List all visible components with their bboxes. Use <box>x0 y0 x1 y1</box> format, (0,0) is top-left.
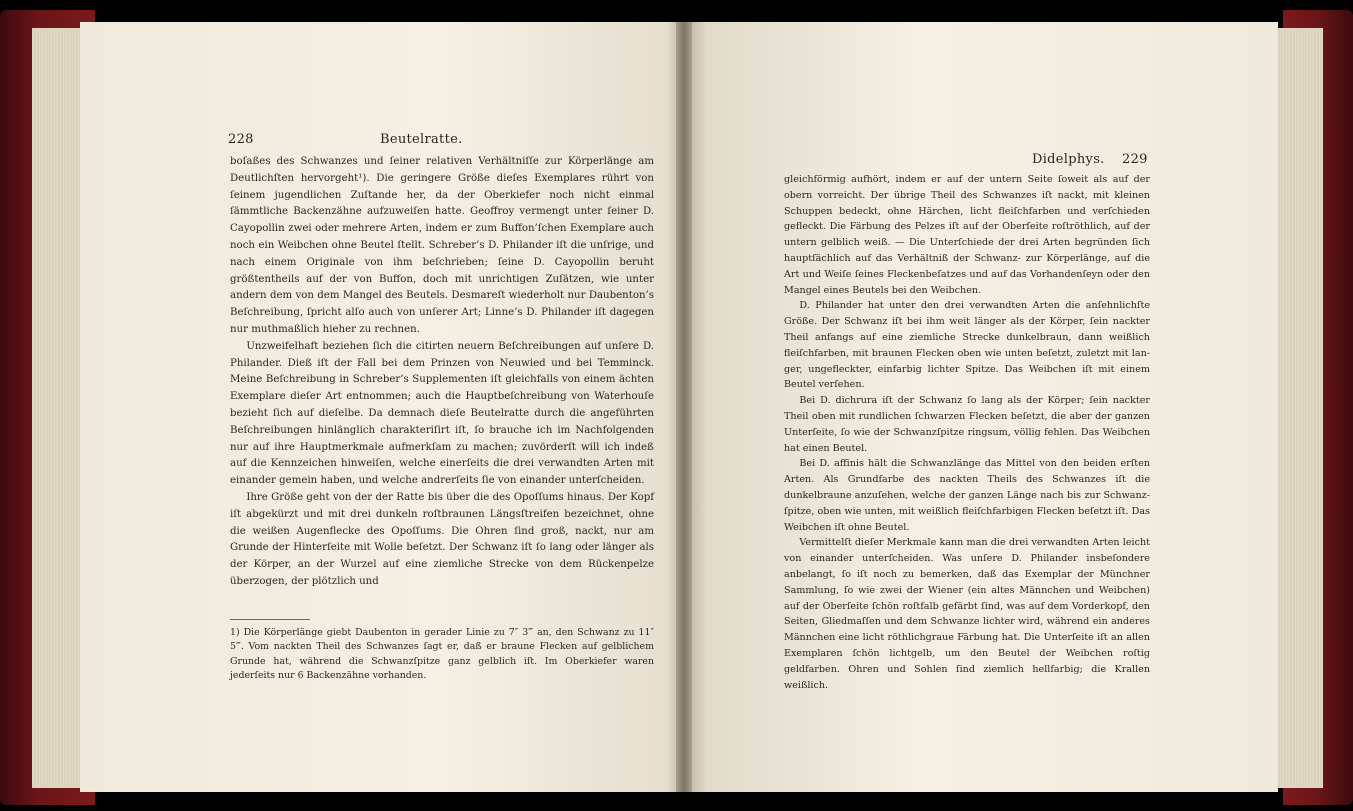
right-running-title: Didelphys. <box>1032 152 1105 167</box>
left-paragraph-2: Unzweifelhaft beziehen ſich die citirten neuern Beſchreibungen auf unſere D. Philander. Dieß iſt der Fall bei dem Prinzen von Neuwied und bei Temminck. Meine Beſchreibung in Schreber’s Supplementen iſt gleichfalls von einem ächten Exemplare dieſer Art entnommen; auch die Hauptbeſchreibung von Waterhouſe bezieht ſich auf dieſelbe. Da demnach dieſe Beutelratte durch die angeführten Beſchreibungen hinlänglich charakteriſirt iſt, ſo brauche ich im Nachfolgenden nur auf ihre Hauptmerkmale aufmerkſam zu machen; zuvörderſt will ich indeß auf die Kennzeichen hinweiſen, welche einerſeits die drei verwandten Arten mit einander gemein haben, und welche andrerſeits ſie von einander unterſcheiden. <box>230 340 654 487</box>
right-paragraph-5: Vermittelſt dieſer Merkmale kann man die drei verwandten Arten leicht von einander unterſcheiden. Was unſere D. Philander insbeſondere anbelangt, ſo iſt noch zu bemerken, daß das Exemplar der Münchner Sammlung, ſo wie zwei der Wiener (ein altes Männchen und Weibchen) auf der Oberſeite ſchön roſtfalb gefärbt ſind, was auf dem Vorderkopf, den Seiten, Gliedmaſſen und dem Schwanze lichter wird, während ein anderes Männchen eine licht röthlichgraue Färbung hat. Die Unterſeite iſt an allen Exemplaren ſchön lichtgelb, um den Beutel der Weibchen roſtig geldfarben. Ohren und Sohlen ſind ziemlich hellfarbig; die Krallen weißlich. <box>784 537 1150 691</box>
right-page <box>684 22 1278 792</box>
left-paragraph-1: boſaßes des Schwanzes und ſeiner relativen Verhältniſſe zur Körperlänge am Deutlichſten hervorgeht¹). Die geringere Größe dieſes Exemplares rührt von ſeinem jugendlichen Zuſtande her, da der Oberkiefer noch nicht einmal ſämmtliche Backenzähne aufzuweiſen hatte. Geoffroy vermengt unter ſeiner D. Cayopollin zwei oder mehrere Arten, indem er zum Buffon’ſchen Exemplare auch noch ein Weibchen ohne Beutel ſtellt. Schreber’s D. Philander iſt die unſrige, und nach einem Originale von ihm beſchrieben; ſeine D. Cayopollin beruht größtentheils auf der von Buffon, doch mit unrichtigen Zuſätzen, wie unter andern dem von dem Mangel des Beutels. Desmareſt wiederholt nur Daubenton’s Beſchreibung, ſpricht alſo auch von unſerer Art; Linne’s D. Philander iſt dagegen nur muthmaßlich hieher zu rechnen. <box>230 156 654 335</box>
right-body-text <box>784 172 1150 693</box>
footnote-rule <box>230 619 310 620</box>
left-running-title: Beutelratte. <box>380 132 463 147</box>
left-body-text <box>230 154 654 591</box>
left-page <box>80 22 684 792</box>
right-paragraph-3: Bei D. dichrura iſt der Schwanz ſo lang als der Körper; ſein nackter Theil oben mit rundlichen ſchwarzen Flecken beſetzt, die aber der ganzen Unterſeite, ſo wie der Schwanzſpitze ringsum, völlig fehlen. Das Weibchen hat einen Beutel. <box>784 395 1150 454</box>
left-page-number: 228 <box>228 132 254 147</box>
left-paragraph-3: Ihre Größe geht von der der Ratte bis über die des Opoſſums hinaus. Der Kopf iſt abgekürzt und mit drei dunkeln roſtbraunen Längsſtreifen bezeichnet, ohne die weißen Augenflecke des Opoſſums. Die Ohren ſind groß, nackt, nur am Grunde der Hinterſeite mit Wolle beſetzt. Der Schwanz iſt ſo lang oder länger als der Körper, an der Wurzel auf eine ziemliche Strecke von dem Rückenpelze überzogen, der plötzlich und <box>230 491 654 587</box>
footnote-text: 1) Die Körperlänge giebt Daubenton in gerader Linie zu 7″ 3‴ an, den Schwanz zu 11″ 5‴. Vom nackten Theil des Schwanzes ſagt er, daß er braune Flecken auf gelblichem Grunde hat, während die Schwanzſpitze ganz gelblich iſt. Im Oberkiefer waren jederſeits nur 6 Backenzähne vorhanden. <box>230 627 654 682</box>
right-page-number: 229 <box>1122 152 1148 167</box>
right-paragraph-2: D. Philander hat unter den drei verwandten Arten die anſehnlichſte Größe. Der Schwanz iſt bei ihm weit länger als der Körper, ſein nackter Theil anfangs auf eine ziemliche Strecke dunkelbraun, dann weißlich fleiſchfarben, mit braunen Flecken oben wie unten beſetzt, zuletzt mit langer, ungefleckter, einfarbig lichter Spitze. Das Weibchen iſt mit einem Beutel verſehen. <box>784 300 1150 391</box>
book-gutter <box>676 22 692 792</box>
left-footnote <box>230 626 654 684</box>
right-paragraph-1: gleichförmig aufhört, indem er auf der untern Seite ſoweit als auf der obern vorreicht. Der übrige Theil des Schwanzes iſt nackt, mit kleinen Schuppen bedeckt, ohne Härchen, licht fleiſchfarben und verſchieden gefleckt. Die Färbung des Pelzes iſt auf der Oberſeite roſtröthlich, auf der untern gelblich weiß. — Die Unterſchiede der drei Arten begründen ſich hauptſächlich auf das Verhältniß der Schwanz- zur Körperlänge, auf die Art und Weiſe ſeines Fleckenbeſatzes und auf das Vorhandenſeyn oder den Mangel eines Beutels bei den Weibchen. <box>784 174 1150 296</box>
right-paragraph-4: Bei D. affinis hält die Schwanzlänge das Mittel von den beiden erſten Arten. Als Grundfarbe des nackten Theils des Schwanzes iſt die dunkelbraune anzuſehen, welche der ganzen Länge nach bis zur Schwanzſpitze, oben wie unten, mit weißlich fleiſchfarbigen Flecken beſetzt iſt. Das Weibchen iſt ohne Beutel. <box>784 458 1150 533</box>
